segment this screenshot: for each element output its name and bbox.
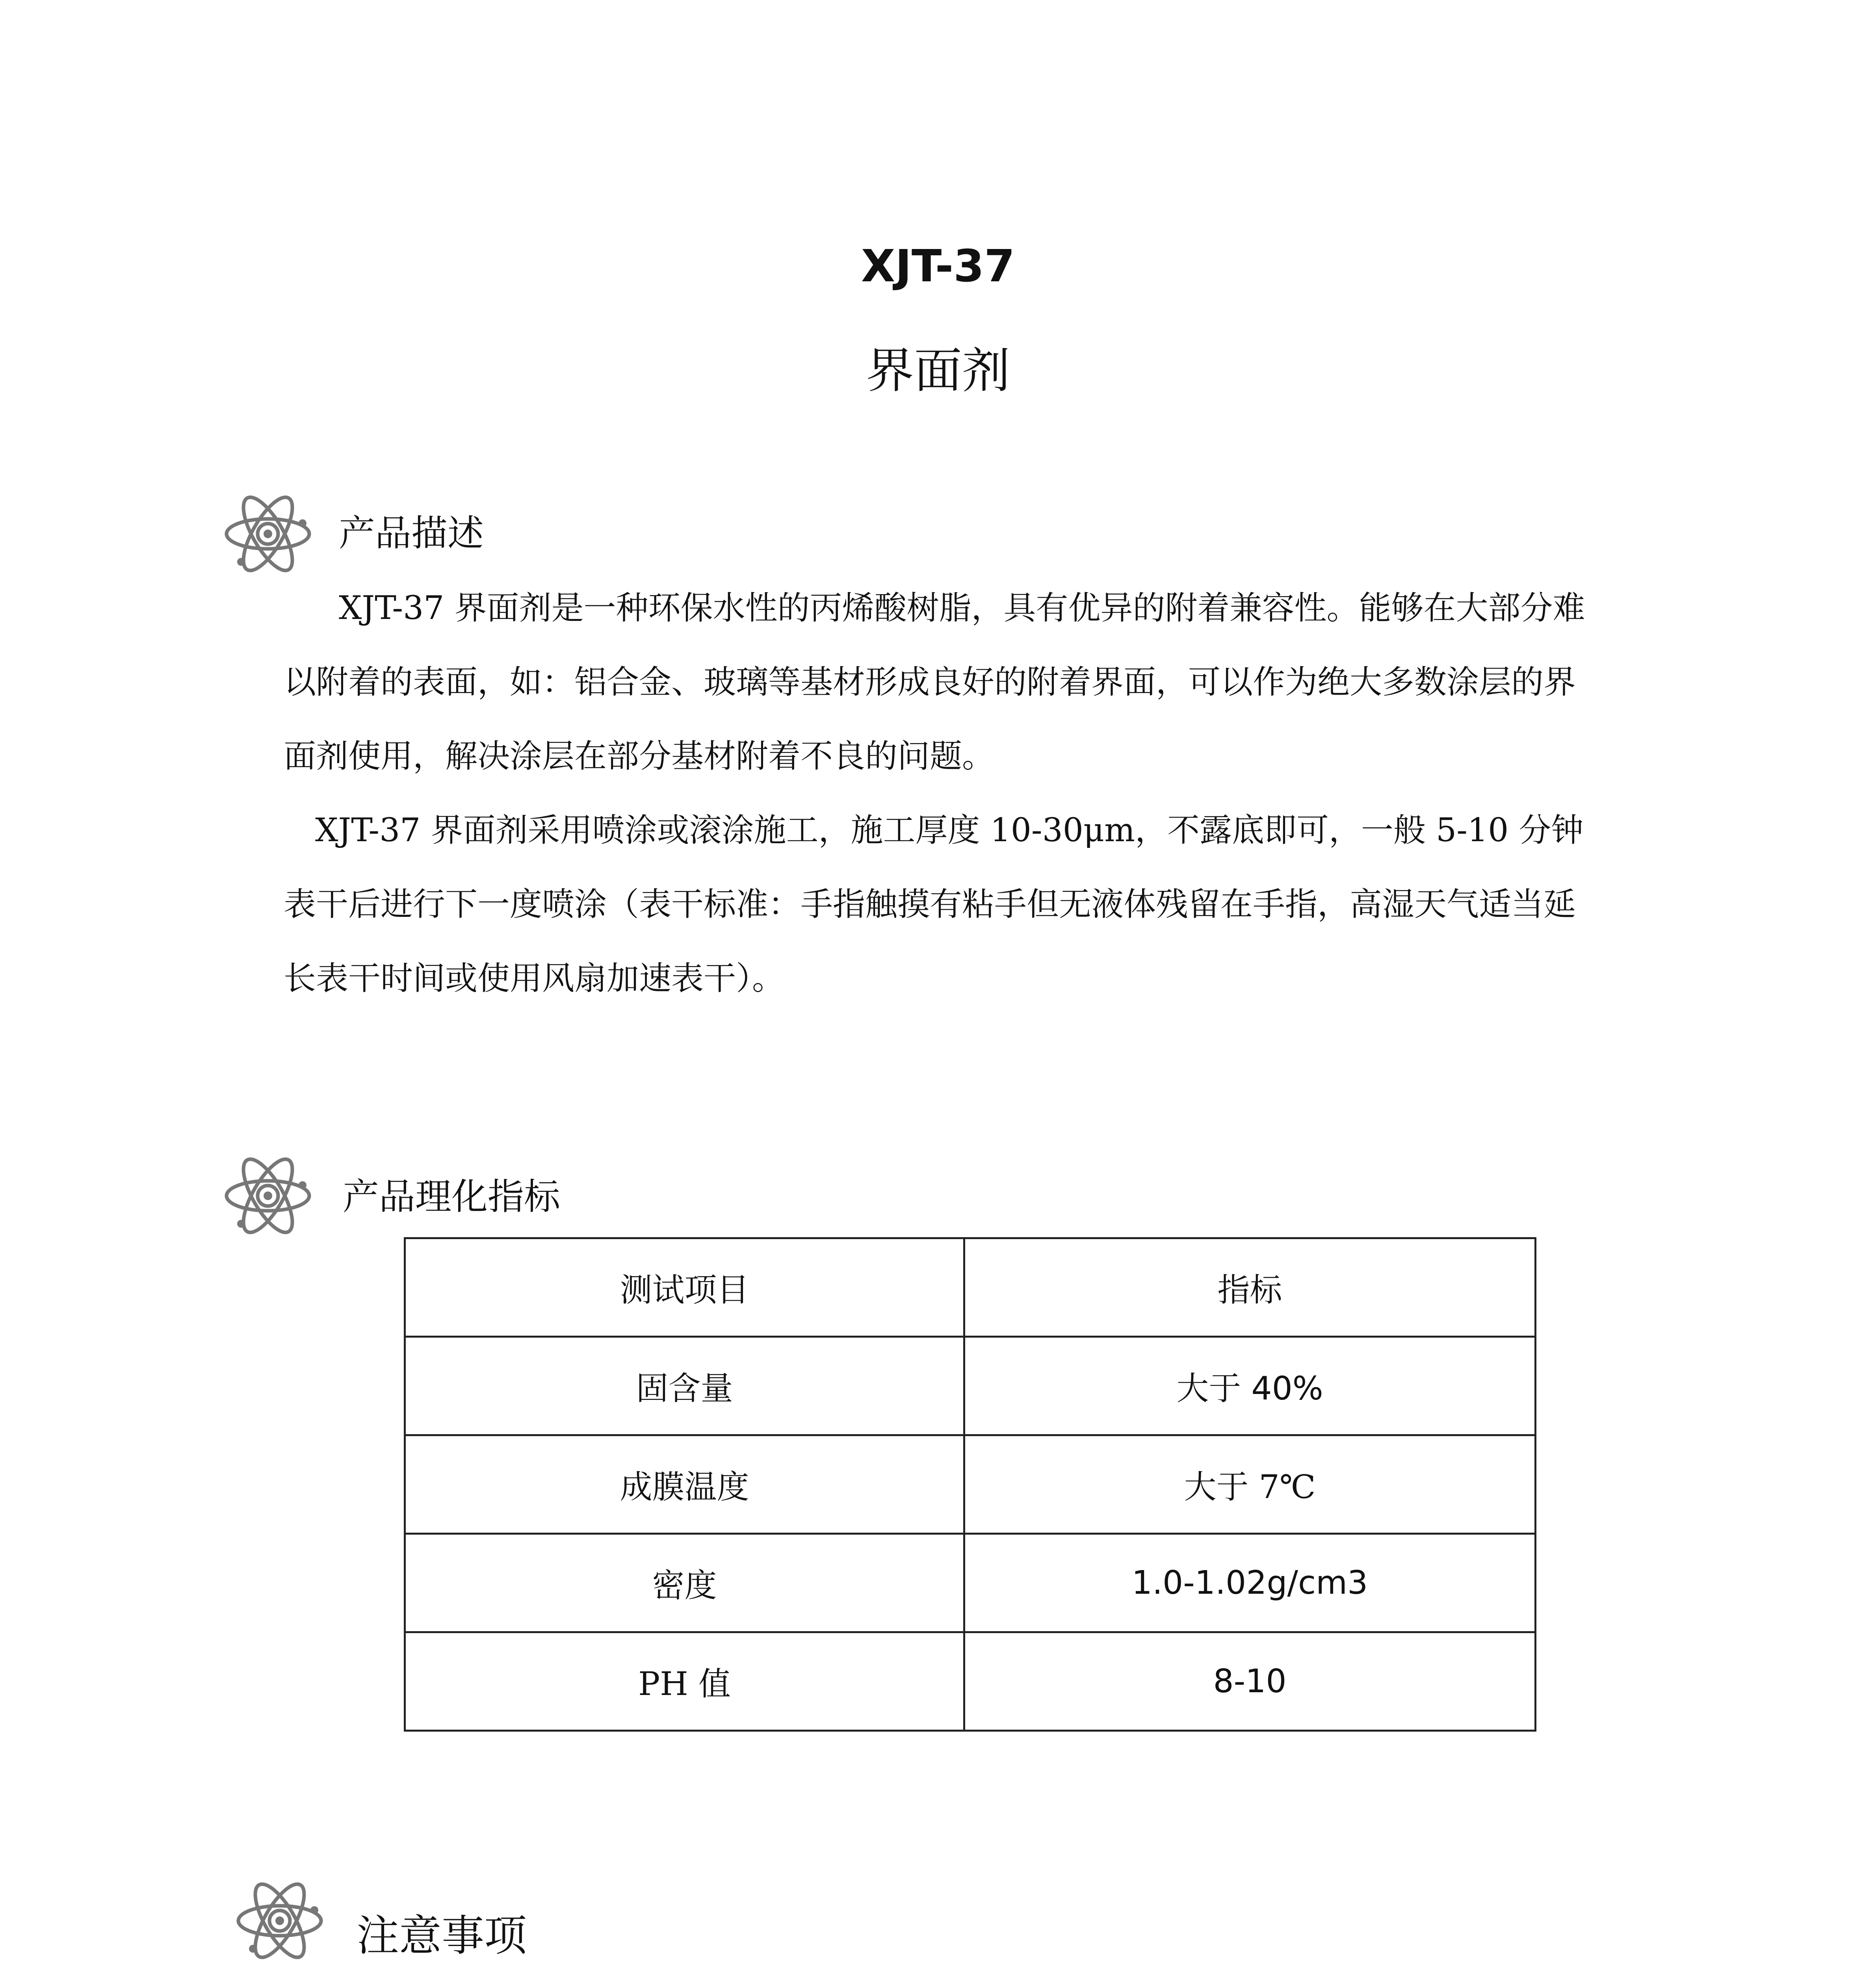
table-cell: 成膜温度 <box>405 1435 964 1534</box>
table-cell: 固含量 <box>405 1337 964 1435</box>
table-header-cell: 测试项目 <box>405 1238 964 1337</box>
table-header-row <box>405 1238 1536 1337</box>
product-name-title: 界面剂 <box>866 343 1010 399</box>
description-body <box>284 571 1599 1016</box>
table-cell: 大于 40% <box>964 1337 1536 1435</box>
table-cell: PH 值 <box>405 1632 964 1731</box>
product-code-title: XJT-37 <box>861 241 1015 292</box>
table-header-cell: 指标 <box>964 1238 1536 1337</box>
table-cell: 大于 7℃ <box>964 1435 1536 1534</box>
spec-table <box>404 1237 1536 1732</box>
description-paragraph: XJT-37 界面剂采用喷涂或滚涂施工，施工厚度 10-30μm，不露底即可，一般 5-10 分钟表干后进行下一度喷涂（表干标准：手指触摸有粘手但无液体残留在手指，高湿天气适当延长表干时间或使用风扇加速表干）。 <box>284 812 1584 997</box>
description-paragraph: XJT-37 界面剂是一种环保水性的丙烯酸树脂，具有优异的附着兼容性。能够在大部分难以附着的表面，如：铝合金、玻璃等基材形成良好的附着界面，可以作为绝大多数涂层的界面剂使用，解决涂层在部分基材附着不良的问题。 <box>284 589 1585 775</box>
atom-icon <box>221 489 315 579</box>
table-row <box>405 1534 1536 1632</box>
atom-icon <box>221 1150 315 1241</box>
table-cell: 密度 <box>405 1534 964 1632</box>
section-heading-specs: 产品理化指标 <box>343 1176 561 1218</box>
table-row <box>405 1337 1536 1435</box>
table-row <box>405 1632 1536 1731</box>
section-heading-description: 产品描述 <box>339 512 484 554</box>
table-row <box>405 1435 1536 1534</box>
table-cell: 8-10 <box>964 1632 1536 1731</box>
section-heading-notes: 注意事项 <box>357 1911 527 1961</box>
atom-icon <box>232 1875 327 1966</box>
table-cell: 1.0-1.02g/cm3 <box>964 1534 1536 1632</box>
